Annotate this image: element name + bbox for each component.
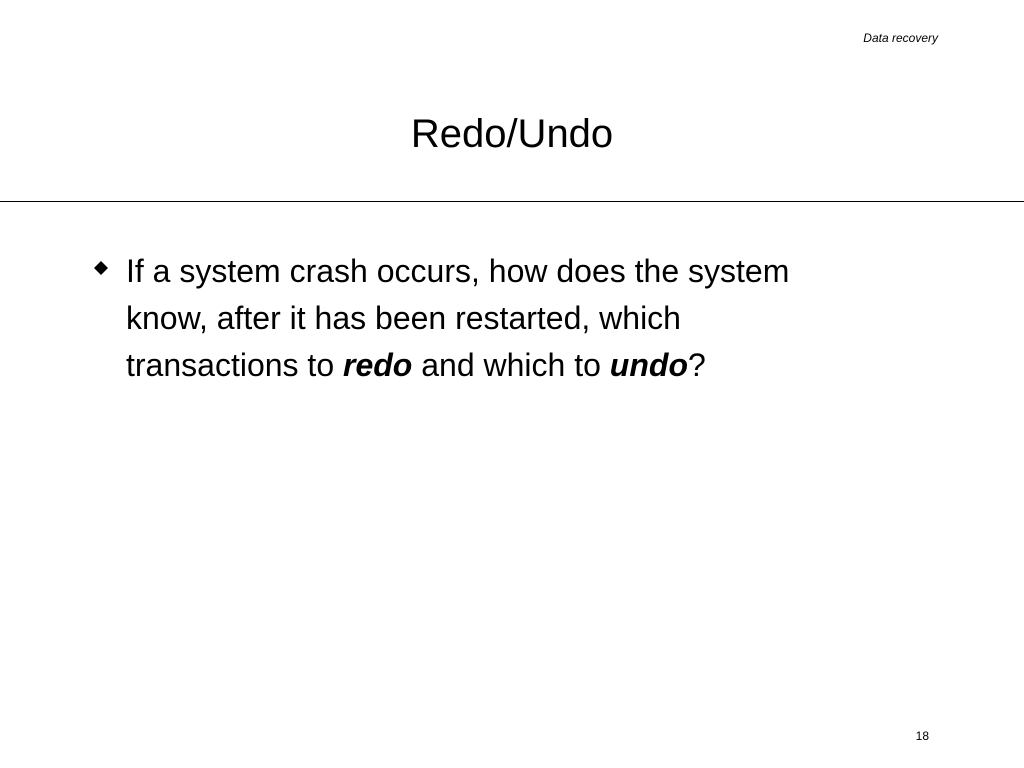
header-label: Data recovery [863,31,938,45]
slide-title: Redo/Undo [410,112,614,156]
emphasis-redo: redo [343,347,413,383]
bullet-text-part: and which to [412,347,610,383]
bullet-text-part: If a system crash occurs, how does the system know, after it has been restarted, which transactions to [126,253,790,383]
page-number: 18 [915,729,929,743]
diamond-bullet-icon [94,261,108,275]
bullet-text [126,253,789,383]
emphasis-undo: undo [609,347,688,383]
bullet-text-part: ? [687,347,706,383]
title-divider [0,201,1024,202]
bullet-list [90,248,850,389]
bullet-item [90,248,850,389]
